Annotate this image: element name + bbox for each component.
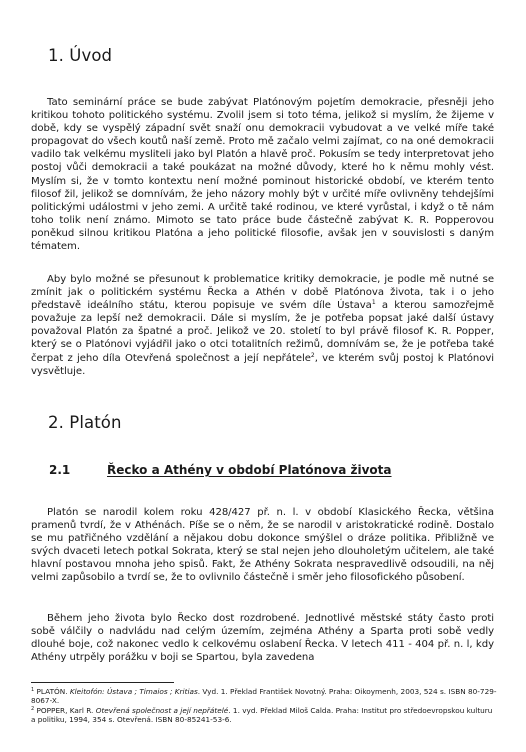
footnote-2	[31, 706, 499, 725]
footnote-title: Otevřená společnost a její nepřátelé	[93, 705, 229, 715]
subsection-heading	[49, 463, 489, 477]
subsection-title: Řecko a Athény v období Platónova života	[107, 463, 392, 477]
footnote-details: . 1. vyd. Překlad Miloš Calda. Praha: Institut pro středoevropskou kulturu a politiku, 1994, 354 s. Otevřená. ISBN 80-85241-53-6.	[31, 705, 493, 724]
footnote-ref-1: 1	[371, 299, 376, 307]
paragraph-text: Aby bylo možné se přesunout k problematice kritiky demokracie, je podle mě nutné se zmínit jak o politickém systému Řecka a Athén v době Platónova života, tak i o jeho představě ideálního státu, kterou popisuje ve svém díle Ústava	[31, 274, 494, 312]
footnote-details: . Vyd. 1. Překlad František Novotný. Praha: Oikoymenh, 2003, 524 s. ISBN 80-729-8067-X.	[31, 687, 497, 706]
paragraph-platon-2: Během jeho života bylo Řecko dost rozdrobené. Jednotlivé městské státy často proti sobě válčily o nadvládu nad celým územím, zejména Athény a Sparta proti sobě vedly dlouhé boje, což nakonec vedlo k celkovému oslabení Řecka. V letech 411 - 404 př. n. l, kdy Athény utrpěly porážku v boji se Spartou, byla zavedena	[31, 613, 494, 664]
paragraph-intro-2	[31, 273, 494, 378]
paragraph-platon-1: Platón se narodil kolem roku 428/427 př. n. l. v období Klasického Řecka, většina pramenů tvrdí, že v Athénách. Píše se o něm, že se narodil v aristokratické rodině. Dostalo se mu patřičného vzdělání a nějakou dobu dokonce smýšlel o dráze politika. Přibližně ve svých dvaceti letech potkal Sokrata, který se stal nejen jeho dlouholetým učitelem, ale také hlavní postavou mnoha jeho spisů. Fakt, že Athény Sokrata nespravedlivě odsoudili, na něj velmi zapůsobilo a tvrdí se, že to ovlivnilo částečně i směr jeho filosofického působení.	[31, 507, 494, 584]
paragraph-text: , ve kterém svůj postoj k Platónovi vysvětluje.	[31, 352, 495, 377]
paragraph-intro-1: Tato seminární práce se bude zabývat Platónovým pojetím demokracie, přesněji jeho kritikou tohoto politického systému. Zvolil jsem si toto téma, jelikož si myslím, že žijeme v době, kdy se vyspělý západní svět snaží onu demokracii vybudovat a ve velké míře také propagovat do všech koutů naší země. Proto mě začalo velmi zajímat, co na oné demokracii vadilo tak velkému mysliteli jako byl Platón a hlavě proč. Pokusím se tedy interpretovat jeho postoj vůči demokracii a také poukázat na možné důvody, které ho k němu mohly vést. Myslím si, že v tomto kontextu není možné pominout historické období, ve kterém tento filosof žil, jelikož se domnívám, že jeho názory mohly být v určité míře ovlivněny tehdejšími politickými událostmi v jeho zemi. A určitě také rodinou, ve které vyrůstal, i když o tě nám toho tolik není známo. Mimoto se tato práce bude částečně zabývat K. R. Popperovou poněkud silnou kritikou Platóna a jeho politické filosofie, avšak jen v souvislosti s daným tématem.	[31, 97, 494, 253]
footnotes	[31, 687, 499, 724]
footnote-1	[31, 687, 499, 706]
footnote-mark: 1	[31, 687, 35, 693]
paragraph-text: a kterou samozřejmě považuje za lepší než demokracii. Dále si myslím, že je potřeba popsat jaké další ústavy považoval Platón za špatné a proč. Jelikož ve 20. století to byl právě filosof K. R. Popper, který se o Platónovi vyjádřil jako o otci totalitních režimů, domnívám se, že je potřeba také čerpat z jeho díla Otevřená společnost a její nepřátele	[31, 300, 495, 364]
footnote-title: Kleitofón: Ústava ; Timaios ; Kritias	[67, 687, 198, 696]
footnote-mark: 2	[31, 705, 35, 712]
footnote-author: POPPER, Karl R.	[34, 705, 94, 715]
subsection-number: 2.1	[49, 463, 71, 477]
section-heading-intro: 1. Úvod	[48, 46, 113, 65]
footnote-separator	[31, 682, 174, 683]
footnote-ref-2: 2	[310, 351, 315, 359]
footnote-author: PLATÓN.	[34, 687, 68, 696]
section-heading-platon: 2. Platón	[48, 413, 122, 432]
